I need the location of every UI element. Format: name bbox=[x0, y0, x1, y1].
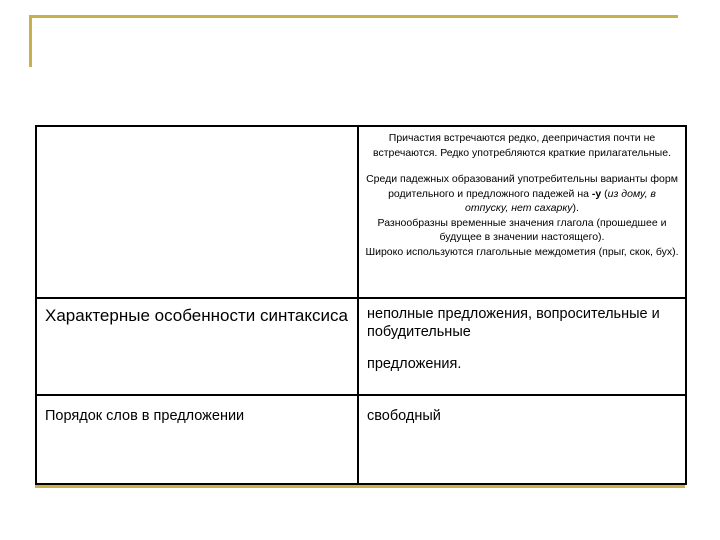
verb-tense-text: Разнообразны временные значения глагола (прошедшее и будущее в значении настоящего). bbox=[377, 216, 667, 243]
decorative-top-line bbox=[30, 15, 678, 18]
decorative-left-line bbox=[29, 15, 32, 67]
case-forms-text: Среди падежных образований употребительны варианты форм родительного и предложного падежей на -у (из дому, в отпуску, нет сахарку). bbox=[366, 173, 678, 214]
syntax-features-value-tail: предложения. bbox=[367, 356, 462, 372]
table-row bbox=[36, 395, 686, 484]
interjections-text: Широко используются глагольные междометия (прыг, скок, бух). bbox=[365, 245, 679, 258]
content-table bbox=[35, 125, 687, 485]
table-row bbox=[36, 126, 686, 298]
decorative-bottom-line bbox=[35, 485, 685, 488]
table-cell-label bbox=[36, 298, 358, 395]
participles-text: Причастия встречаются редко, деепричастия почти не встречаются. Редко употребляются краткие прилагательные. bbox=[373, 132, 671, 159]
table-cell-morphology bbox=[358, 126, 686, 298]
table-row bbox=[36, 298, 686, 395]
table-cell-value bbox=[358, 395, 686, 484]
syntax-features-label: Характерные особенности синтаксиса bbox=[45, 306, 348, 325]
word-order-value: свободный bbox=[367, 408, 441, 424]
table-cell-label bbox=[36, 395, 358, 484]
table-cell-empty bbox=[36, 126, 358, 298]
syntax-features-value: неполные предложения, вопросительные и побудительные bbox=[367, 306, 660, 340]
word-order-label: Порядок слов в предложении bbox=[45, 408, 245, 424]
table-cell-value bbox=[358, 298, 686, 395]
